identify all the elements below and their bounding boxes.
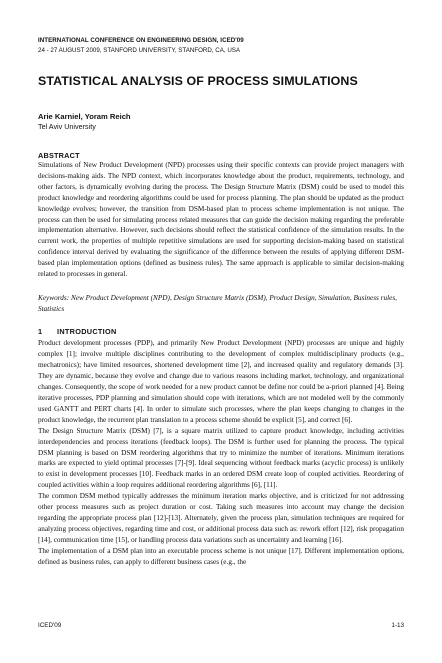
paper-authors: Arie Karniel, Yoram Reich bbox=[38, 112, 131, 121]
conference-name: INTERNATIONAL CONFERENCE ON ENGINEERING DESIGN, ICED'09 bbox=[38, 37, 244, 44]
keywords-list: New Product Development (NPD), Design Structure Matrix (DSM), Product Design, Simulation, Business rules, Statistics bbox=[38, 294, 397, 313]
section-number: 1 bbox=[38, 327, 43, 336]
keywords-label: Keywords: bbox=[38, 294, 70, 302]
paragraph: The implementation of a DSM plan into an executable process scheme is not unique [17]. Different implementation options, defined as business rules, can apply to different business cases (e.g., the bbox=[38, 547, 404, 567]
section-title: INTRODUCTION bbox=[57, 327, 117, 336]
abstract-heading: ABSTRACT bbox=[38, 151, 80, 160]
paper-title: STATISTICAL ANALYSIS OF PROCESS SIMULATIONS bbox=[38, 74, 358, 88]
conference-details: 24 - 27 AUGUST 2009, STANFORD UNIVERSITY, STANFORD, CA, USA bbox=[38, 47, 241, 54]
abstract-text: Simulations of New Product Development (NPD) processes using their specific contexts can provide project managers with decisions-making aids. The NPD context, which incorporates knowledge about the product, requirements, technology, and other factors, is dynamically evolving during the process. The Design Structure Matrix (DSM) could be used to model this product knowledge and reordering algorithms could be used for process planning. The plan should be updated as the product knowledge evolves; however, the transition from DSM-based plan to process scheme implementation is not unique. The process can then be used for simulating process related measures that can guide the decision making regarding the preferable implementation alternative. However, such decisions should reflect the statistical confidence of the simulation results. In the current work, the properties of multiple repetitive simulations are used for supporting decision-making based on statistical confidence interval derived by evaluating the significance of the difference between the results of applying different DSM-based plan implementation options (defined as business rules). The same approach is applicable to similar decision-making related to processes in general. bbox=[38, 161, 404, 279]
paragraph: The common DSM method typically addresses the minimum iteration marks objective, and is criticized for not addressing other process measures such as project duration or cost. Taking such measures into account may change the decision regarding the appropriate process plan [12]-[13]. Alternately, given the process plan, simulation techniques are required for analyzing process objectives, regarding time and cost, or additional process data such as: rework effort [12], risk propagation [14], communication time [15], or handling process data variations such as uncertainty and learning [16]. bbox=[38, 492, 404, 545]
paper-affiliation: Tel Aviv University bbox=[38, 122, 96, 131]
introduction-body bbox=[38, 338, 404, 628]
paragraph: Product development processes (PDP), and primarily New Product Development (NPD) processes are unique and highly complex [1]; involve multiple disciplines contributing to the development of complex multidisciplinary products (e.g., mechatronics); have limited resources, shortened development time [2], and increased quality and regulatory demands [3]. They are dynamic, because they evolve and change due to various reasons including market, technology, and organizational changes. Consequently, the scope of work needed for a new product cannot be define nor could be a-priori planned [4]. Being iterative processes, PDP planning and simulation should cope with iterations, which are not modeled well by the commonly used GANTT and PERT charts [4]. In order to simulate such processes, where the plan keeps changing to changes in the product knowledge, the recurrent plan translation to a process scheme should be explicit [5], and correct [6]. bbox=[38, 339, 404, 424]
keywords-line bbox=[38, 293, 404, 317]
paragraph: The Design Structure Matrix (DSM) [7], is a square matrix utilized to capture product knowledge, including activities interdependencies and process iterations (feedback loops). The DSM is further used for planning the process. The typical DSM planning is based on DSM reordering algorithms that try to minimize the number of iterations. Minimum iterations marks are expected to yield optimal processes [7]-[9]. Ideal sequencing without feedback marks (acyclic process) is unlikely to exist in development processes [10]. Feedback marks in an ordered DSM create loop of coupled activities. Reordering of coupled activities within a loop requires additional reordering algorithms [6], [11]. bbox=[38, 426, 404, 490]
section-heading bbox=[38, 327, 117, 336]
page-number: 1-13 bbox=[391, 622, 404, 629]
footer-conference: ICED'09 bbox=[38, 622, 62, 629]
